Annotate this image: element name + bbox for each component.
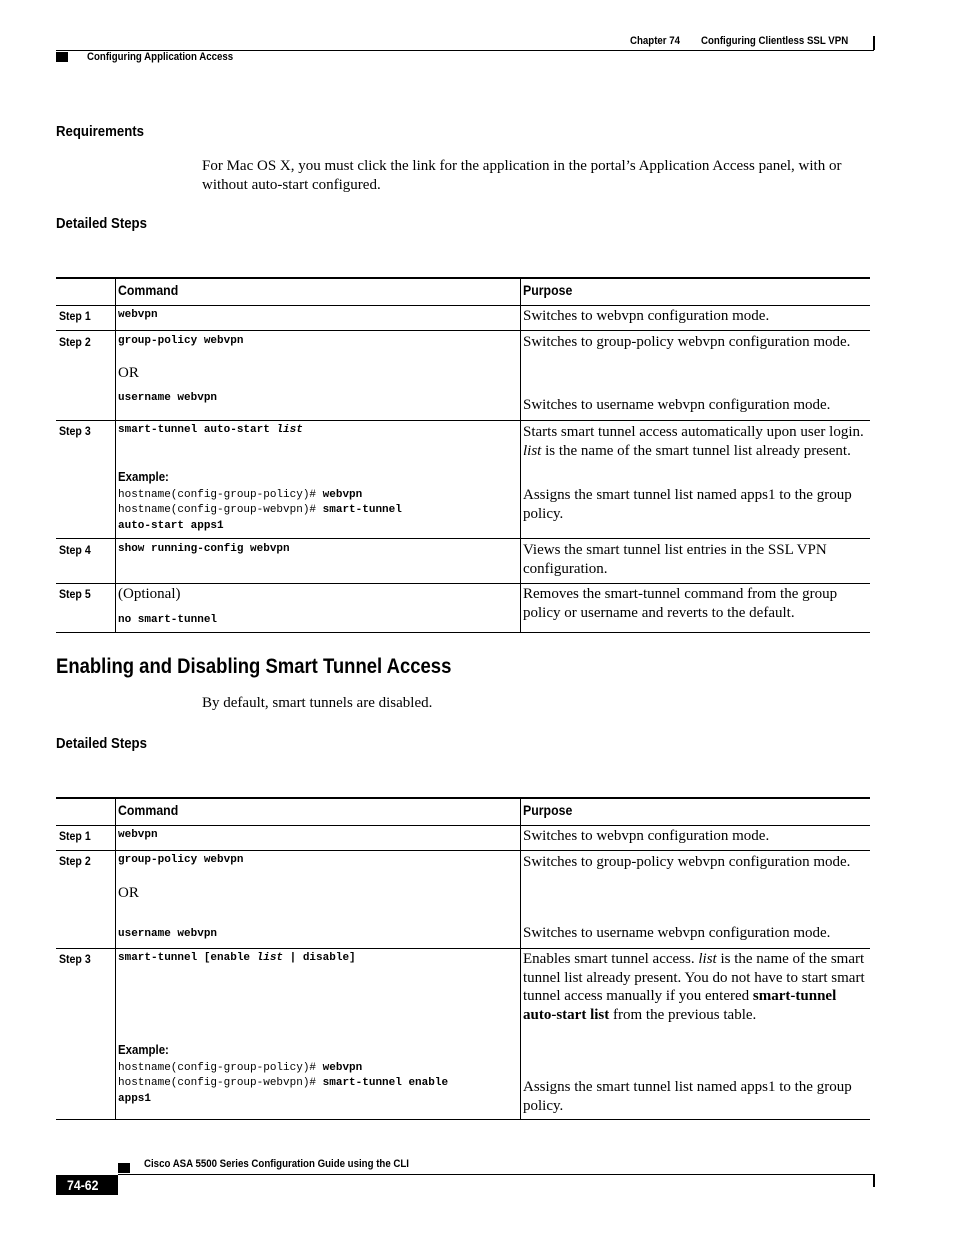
example-command: webvpn — [322, 1062, 363, 1074]
table2-rule — [56, 948, 870, 949]
detailed-steps-heading-1: Detailed Steps — [56, 215, 147, 232]
chapter-title: Configuring Clientless SSL VPN — [701, 35, 849, 47]
table1-col-rule — [520, 278, 521, 632]
table1-rule — [56, 538, 870, 539]
table1-rule — [56, 305, 870, 306]
table1-step4-label: Step 4 — [59, 543, 91, 557]
example-prompt: hostname(config-group-policy)# — [118, 1062, 323, 1074]
page-number: 74-62 — [67, 1177, 99, 1193]
purpose-text: Enables smart tunnel access. — [523, 951, 699, 967]
example-command: smart-tunnel enable — [322, 1077, 449, 1089]
table1-step2-command: group-policy webvpn — [118, 335, 244, 347]
table1-step1-command: webvpn — [118, 309, 158, 321]
command-text: smart-tunnel [enable — [118, 952, 257, 964]
requirements-text: For Mac OS X, you must click the link for the application in the portal’s Application Access panel, with or without auto-start configured. — [202, 158, 842, 193]
footer-guide-title: Cisco ASA 5500 Series Configuration Guide using the CLI — [144, 1158, 409, 1170]
purpose-bold: smart-tunnel auto-start list — [523, 988, 837, 1023]
footer-right-bar — [873, 1174, 875, 1187]
table2-step2-purpose: Switches to group-policy webvpn configuration mode. — [523, 854, 851, 870]
detailed-steps-heading-2: Detailed Steps — [56, 735, 147, 752]
table1-step2-or: OR — [118, 365, 139, 381]
purpose-text: is the name of the smart tunnel list already present. You do not have to start smart tunnel access manually if you entered — [523, 951, 865, 1004]
table1-rule — [56, 330, 870, 331]
example-command: smart-tunnel — [322, 504, 402, 516]
table1-top-rule — [56, 277, 870, 279]
table2-step3-purpose — [523, 950, 865, 1024]
example-prompt: hostname(config-group-webvpn)# — [118, 504, 323, 516]
table1-step3-example-line1 — [118, 488, 362, 504]
table1-step5-purpose: Removes the smart-tunnel command from the group policy or username and reverts to the default. — [523, 586, 838, 621]
table1-step1-label: Step 1 — [59, 309, 91, 323]
table1-bottom-rule — [56, 632, 870, 633]
table1-step2-alt-command: username webvpn — [118, 392, 218, 404]
table1-step5-label: Step 5 — [59, 587, 91, 601]
table1-step3-command-text: smart-tunnel auto-start — [118, 424, 277, 436]
page-number-box — [56, 1175, 118, 1195]
table2-step3-example-purpose: Assigns the smart tunnel list named apps1 to the group policy. — [523, 1079, 852, 1114]
table2-rule — [56, 850, 870, 851]
table2-step3-example-label: Example: — [118, 1042, 169, 1057]
section2-heading: Enabling and Disabling Smart Tunnel Access — [56, 655, 452, 678]
section2-intro: By default, smart tunnels are disabled. — [202, 695, 433, 711]
section-label: Configuring Application Access — [87, 51, 234, 63]
table1-col-rule — [115, 278, 116, 632]
table1-step3-command-arg: list — [276, 424, 303, 436]
example-prompt: hostname(config-group-webvpn)# — [118, 1077, 323, 1089]
table1-step3-example-purpose: Assigns the smart tunnel list named apps1 to the group policy. — [523, 487, 852, 522]
table1-step3-example-line2 — [118, 503, 402, 519]
table2-step2-alt-command: username webvpn — [118, 928, 218, 940]
purpose-text: is the name of the smart tunnel list already present. — [541, 442, 851, 459]
purpose-text: from the previous table. — [609, 1006, 757, 1023]
table1-purpose-header: Purpose — [523, 282, 573, 298]
table2-col-rule — [520, 798, 521, 1119]
example-prompt: hostname(config-group-policy)# — [118, 489, 323, 501]
footer-marker — [118, 1163, 130, 1173]
purpose-italic: list — [523, 442, 542, 459]
table2-step2-command: group-policy webvpn — [118, 854, 244, 866]
table2-step2-alt-purpose: Switches to username webvpn configuration mode. — [523, 925, 831, 941]
table2-command-header: Command — [118, 802, 179, 818]
header-section-marker — [56, 52, 68, 62]
header-right-bar — [873, 36, 875, 50]
table1-step2-alt-purpose: Switches to username webvpn configuration mode. — [523, 397, 831, 413]
table1-step4-purpose: Views the smart tunnel list entries in the SSL VPN configuration. — [523, 542, 827, 577]
table2-col-rule — [115, 798, 116, 1119]
table2-step1-purpose: Switches to webvpn configuration mode. — [523, 828, 770, 844]
table2-step3-label: Step 3 — [59, 952, 91, 966]
table2-rule — [56, 825, 870, 826]
table1-step3-purpose — [523, 423, 865, 460]
table1-rule — [56, 420, 870, 421]
table2-bottom-rule — [56, 1119, 870, 1120]
table1-command-header: Command — [118, 282, 179, 298]
table2-step3-example-line2 — [118, 1076, 448, 1092]
table2-step1-command: webvpn — [118, 829, 158, 841]
table1-step2-label: Step 2 — [59, 335, 91, 349]
command-arg: list — [256, 952, 284, 964]
table1-step3-label: Step 3 — [59, 424, 91, 438]
table2-top-rule — [56, 797, 870, 799]
footer-rule — [118, 1174, 874, 1175]
table2-step1-label: Step 1 — [59, 829, 91, 843]
example-command: apps1 — [118, 1093, 152, 1105]
table2-step2-or: OR — [118, 885, 139, 901]
table1-step5-command: no smart-tunnel — [118, 614, 218, 626]
table1-step3-example-line3 — [118, 519, 224, 535]
table2-purpose-header: Purpose — [523, 802, 573, 818]
example-command: webvpn — [322, 489, 363, 501]
example-command: auto-start apps1 — [118, 520, 224, 532]
table1-step1-purpose: Switches to webvpn configuration mode. — [523, 308, 770, 324]
table1-step3-command — [118, 423, 303, 439]
table1-step4-command: show running-config webvpn — [118, 543, 290, 555]
table1-rule — [56, 583, 870, 584]
table2-step3-command — [118, 951, 356, 967]
table1-step2-purpose: Switches to group-policy webvpn configuration mode. — [523, 334, 851, 350]
purpose-italic: list — [698, 951, 717, 967]
table2-step2-label: Step 2 — [59, 854, 91, 868]
table1-step5-optional: (Optional) — [118, 586, 181, 602]
purpose-text: Starts smart tunnel access automatically upon user login. — [523, 424, 864, 440]
requirements-heading: Requirements — [56, 123, 145, 140]
table2-step3-example-line3 — [118, 1092, 151, 1108]
table1-step3-example-label: Example: — [118, 469, 169, 484]
command-text: | disable] — [283, 952, 356, 964]
chapter-label: Chapter 74 — [630, 35, 681, 47]
table2-step3-example-line1 — [118, 1061, 362, 1077]
